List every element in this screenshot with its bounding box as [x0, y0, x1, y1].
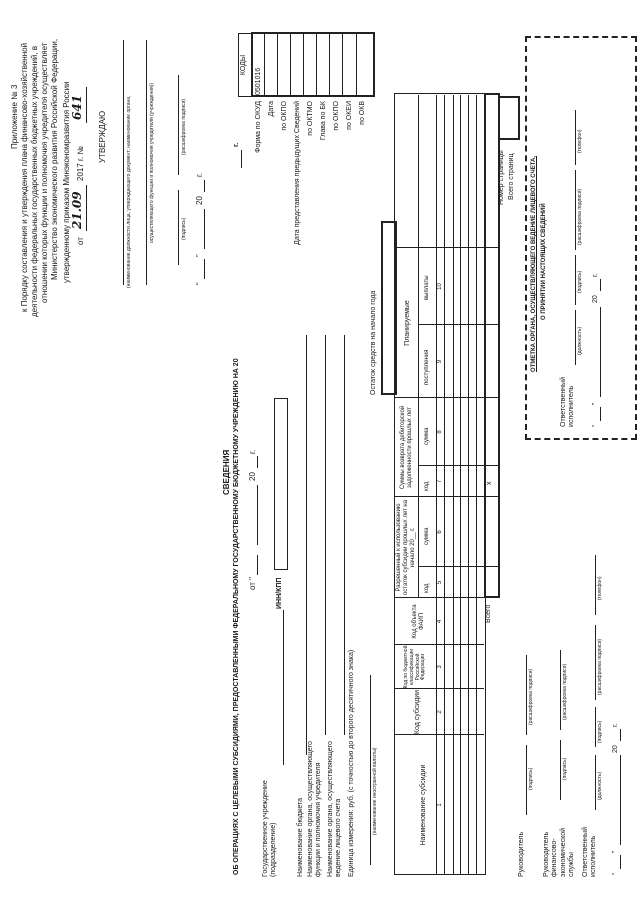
mark-title-1: ОТМЕТКА ОРГАНА, ОСУЩЕСТВЛЯЮЩЕГО ВЕДЕНИЕ ЛИЦЕВОГО СЧЕТА,: [531, 156, 537, 372]
col-num-9: 9: [437, 359, 443, 364]
codes-header: КОДЫ: [240, 54, 247, 76]
col-num-2: 2: [437, 710, 443, 714]
col-sub-kod-2: код: [424, 481, 430, 491]
sig-head-label: Руководитель: [518, 831, 525, 877]
mark-title-2: О ПРИНЯТИИ НАСТОЯЩИХ СВЕДЕНИЙ: [541, 203, 547, 320]
field-unit-label: Единица измерения: руб. (с точностью до второго десятичного знака): [348, 649, 355, 877]
col-sub-receipts: поступления: [424, 349, 430, 385]
mark-sign-caption: (подпись): [577, 270, 583, 293]
approve-caption-1: (наименование должности лица, утверждающего документ; наименование органа,: [126, 95, 132, 288]
sig-executor-decode-caption: (расшифровка подписи): [597, 638, 603, 695]
mark-date-g: г.: [592, 273, 599, 277]
appendix-line-6: утвержденному приказом Минэкономразвития России: [62, 81, 71, 283]
sig-date-g: г.: [612, 723, 619, 727]
appendix-year-label: 2017 г. №: [76, 146, 85, 181]
approve-caption-2: осуществляющего функции и полномочия учредителя (учреждения)): [149, 82, 155, 243]
appendix-line-5: Министерство экономического развития Российской Федерации,: [50, 38, 59, 280]
form-title: СВЕДЕНИЯ: [222, 449, 231, 495]
code-label-okud: Форма по ОКУД: [255, 101, 262, 153]
page-number-label: Номер страницы: [498, 150, 505, 205]
mark-date-year: 20: [592, 295, 599, 303]
mark-phone-caption: (телефон): [577, 129, 583, 153]
sig-finance-decode-caption: (расшифровка подписи): [562, 663, 568, 720]
col-num-1: 1: [437, 803, 443, 807]
form-sheet: Приложение № 3 к Порядку составления и утверждения плана финансово-хозяйственной деятельности федеральных государственных бюджетных учреждений, в отношении которых функции и полномочия учредителя осуществляет Министерство экономического развития Российской Федерации, утвержденному приказом Минэкономразвития России от 21.09 2017 г. № 641 УТВЕРЖДАЮ (наименование должности лица, утверждающего документ; наименование органа, осуществляющего функции и полномочия учредителя (учреждения)) (подпись) (расшифровка подписи) “ ” 20 г. СВЕДЕНИЯ ОБ ОПЕРАЦИЯХ С ЦЕЛЕВЫМИ СУБСИДИЯМИ, ПРЕДОСТАВЛЕННЫМИ ФЕДЕРАЛЬНОМУ ГОСУДАРСТВЕННОМУ БЮДЖЕТНОМУ УЧРЕЖДЕНИЮ НА 20 г. от " 20 г. КОДЫ 0501016 Форма по ОКУД Дата по ОКПО Дата представления предыдущих Сведений по ОКТМО Глава по БК по ОКПО по ОКЕИ по ОКВ Государственное учреждение (подразделение) ИНН/КПП Наименование бюджета Наименование органа, осуществляющего функции и полномочия учредителя Наименование органа, осуществляющего ведение лицевого счета Единица измерения: руб. (с точностью до второго десятичного знака) (наименование иностранной валюты) Остаток средств на начало года Наименование субсидии Код субсидии Код по бюджетной классификации Российской Федерации Код объекта ФАИП Разрешенный к использованию остаток субсидии прошлых лет на начало 20__ г. Суммы возврата дебиторской задолженности прошлых лет Планируемые код сумма код сумма поступления выплаты 1 2 3 4 5 6 7 8 9 10 Всего x Номер страницы Всего страниц Руководитель (подпись) (расшифровка подписи) Руководитель финансово-экономической службы (подпись) (расшифровка подписи) Ответственный исполнитель (должность) (подпись) (расшифровка подписи) (телефон) “ ” 20 г. ОТМЕТКА ОРГАНА, ОСУЩЕСТВЛЯЮЩЕГО ВЕДЕНИЕ ЛИЦЕВОГО СЧЕТА, О ПРИНЯТИИ НАСТОЯЩИХ СВЕДЕНИЙ Ответственный исполнитель (должность) (подпись) (расшифровка подписи) (телефон) “ ” 20 г.: [0, 0, 640, 905]
field-organ-label: Наименование органа, осуществляющего функции и полномочия учредителя: [307, 741, 323, 877]
appendix-line-3: деятельности федеральных государственных бюджетных учреждений, в: [30, 45, 39, 317]
code-label-okpo: по ОКПО: [281, 101, 288, 131]
appendix-line-1: Приложение № 3: [10, 84, 19, 149]
appendix-line-4: отношении которых функции и полномочия учредителя осуществляет: [40, 42, 49, 303]
col-header-faip: Код объекта ФАИП: [412, 604, 425, 639]
col-sub-kod-1: код: [424, 583, 430, 593]
code-value-okud: 0501016: [255, 67, 262, 95]
code-label-bk: Глава по БК: [320, 101, 327, 141]
approve-decode-caption: (расшифровка подписи): [181, 98, 187, 155]
code-label-date: Дата: [268, 101, 275, 117]
mark-decode-caption: (расшифровка подписи): [577, 188, 583, 245]
total-x-mark: x: [486, 481, 493, 485]
appendix-line-2: к Порядку составления и утверждения плана финансово-хозяйственной: [20, 42, 29, 312]
currency-caption: (наименование иностранной валюты): [372, 747, 378, 835]
sig-date-year: 20: [612, 745, 619, 753]
field-institution-label: Государственное учреждение (подразделение): [262, 780, 278, 877]
code-label-prev-date: Дата представления предыдущих Сведений: [294, 101, 301, 245]
col-header-bk: Код по бюджетной классификации Российской Федерации: [403, 645, 427, 689]
form-from-g: г.: [248, 449, 257, 454]
form-subtitle: ОБ ОПЕРАЦИЯХ С ЦЕЛЕВЫМИ СУБСИДИЯМИ, ПРЕДОСТАВЛЕННЫМИ ФЕДЕРАЛЬНОМУ ГОСУДАРСТВЕННОМУ БЮДЖЕТНОМУ УЧРЕЖДЕНИЮ НА 20: [233, 358, 240, 875]
col-num-8: 8: [437, 430, 443, 434]
col-header-allowed: Разрешенный к использованию остаток субсидии прошлых лет на начало 20__ г.: [396, 499, 416, 596]
appendix-handwritten-number: 641: [70, 94, 84, 120]
mark-position-caption: (должность): [577, 326, 583, 355]
approve-date-g: г.: [195, 172, 204, 177]
form-subtitle-g: г.: [233, 142, 240, 147]
approve-sign-caption: (подпись): [181, 217, 187, 240]
sig-executor-sign-caption: (подпись): [597, 720, 603, 743]
sig-finance-sign-caption: (подпись): [562, 757, 568, 780]
mark-executor-label: Ответственный исполнитель: [560, 377, 576, 427]
code-label-oktmo: по ОКТМО: [307, 101, 314, 136]
sig-executor-label: Ответственный исполнитель: [582, 827, 598, 877]
appendix-from-label: от: [76, 237, 85, 245]
col-sub-payments: выплаты: [424, 275, 430, 300]
col-num-5: 5: [437, 580, 443, 585]
col-num-10: 10: [437, 283, 443, 290]
inn-kpp-field[interactable]: [274, 398, 288, 570]
approve-title: УТВЕРЖДАЮ: [98, 110, 107, 163]
code-label-okei: по ОКЕИ: [346, 101, 353, 130]
sig-finance-label: Руководитель финансово-экономической службы: [543, 827, 576, 877]
sig-head-decode-caption: (расшифровка подписи): [528, 668, 534, 725]
col-header-name: Наименование субсидии: [420, 764, 427, 846]
total-pages-label: Всего страниц: [508, 153, 515, 200]
form-from-year: 20: [248, 472, 257, 481]
code-label-okv: по ОКВ: [359, 101, 366, 125]
col-num-6: 6: [437, 530, 443, 534]
form-from-label: от ": [248, 577, 257, 590]
col-header-planned: Планируемые: [404, 300, 411, 346]
col-sub-sum-1: сумма: [424, 527, 430, 545]
sig-executor-phone-caption: (телефон): [597, 576, 603, 600]
col-header-code: Код субсидии: [414, 689, 421, 735]
col-sub-sum-2: сумма: [424, 427, 430, 445]
col-num-4: 4: [437, 619, 443, 624]
field-inn-kpp-label: ИНН/КПП: [276, 577, 283, 609]
approve-date-year: 20: [195, 196, 204, 205]
col-num-3: 3: [437, 665, 443, 669]
page-number-box[interactable]: [498, 96, 520, 140]
appendix-handwritten-date: 21.09: [70, 191, 84, 229]
code-label-okpo-2: по ОКПО: [333, 101, 340, 131]
remainder-label: Остаток средств на начало года: [370, 290, 377, 395]
codes-header-cell: [238, 33, 252, 97]
col-num-7: 7: [437, 479, 443, 484]
sig-head-sign-caption: (подпись): [528, 767, 534, 790]
field-budget-label: Наименование бюджета: [297, 797, 304, 877]
total-label: Всего: [485, 604, 492, 623]
sig-executor-position-caption: (должность): [597, 771, 603, 800]
col-header-return: Суммы возврата дебиторской задолженности прошлых лет: [400, 405, 413, 490]
field-account-organ-label: Наименование органа, осуществляющего ведение лицевого счета: [327, 741, 343, 877]
